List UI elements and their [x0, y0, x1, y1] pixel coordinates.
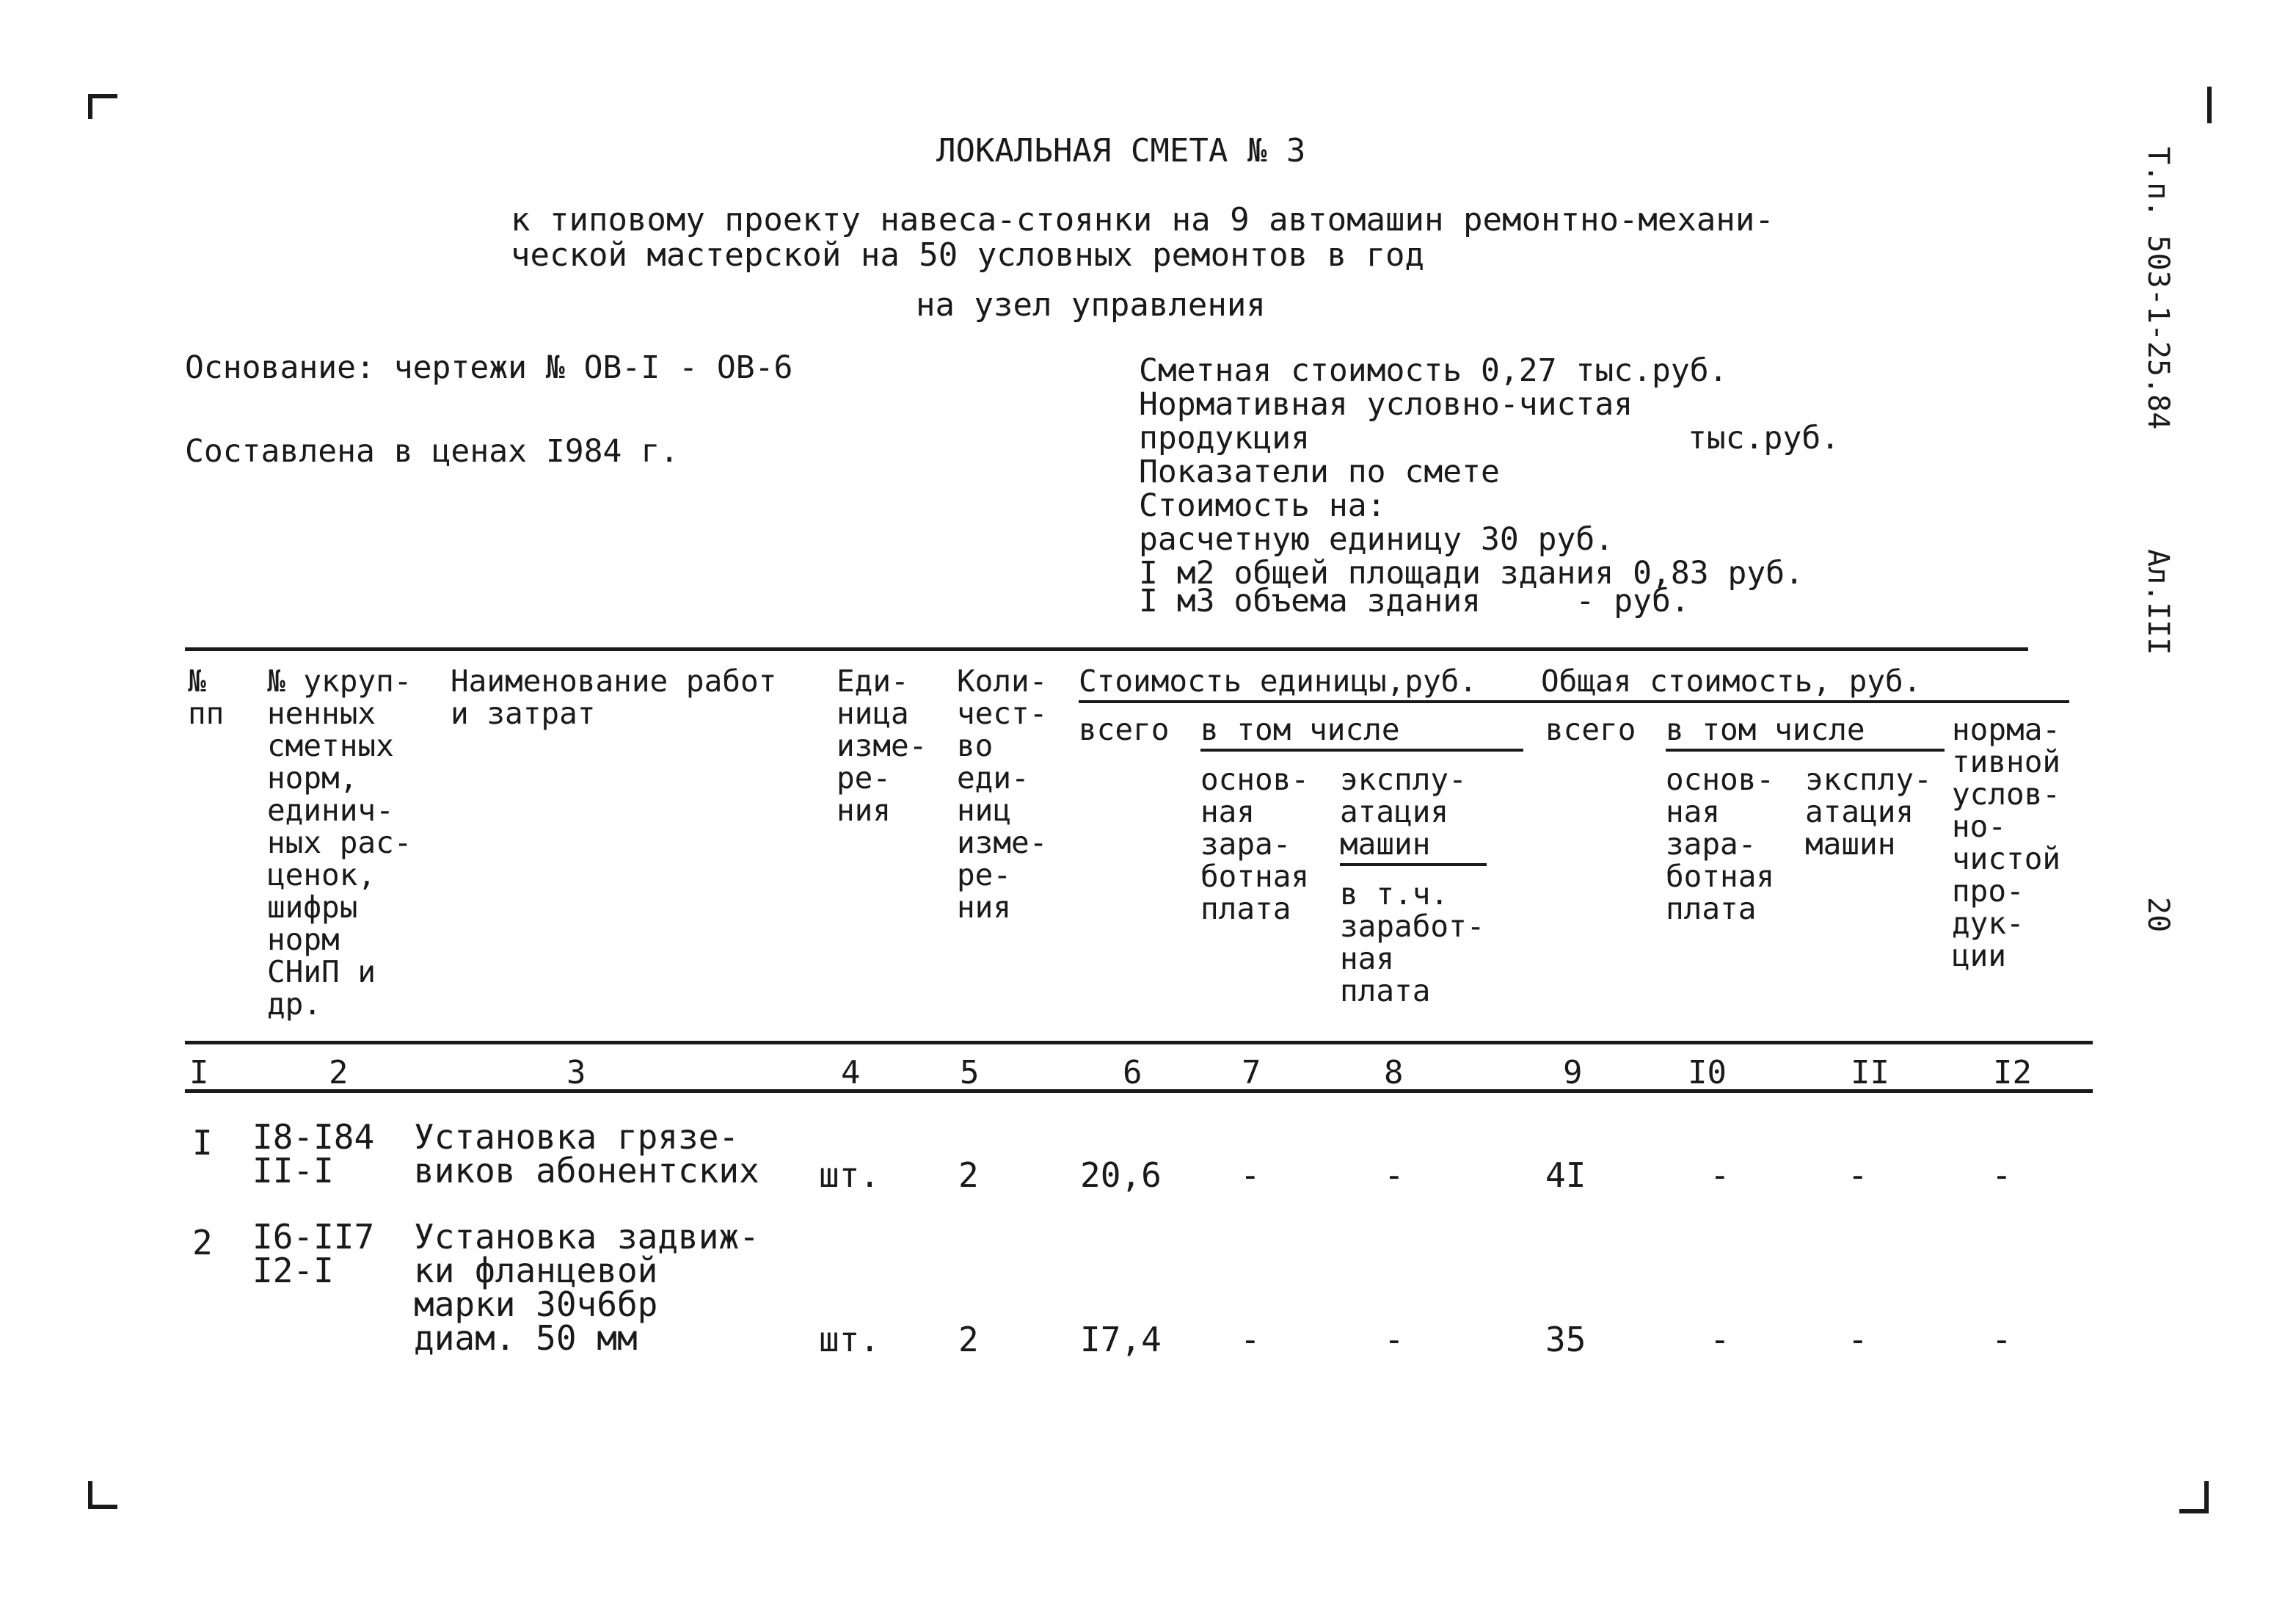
summary-per-m2: I м2 общей площади здания 0,83 руб.: [1139, 555, 1804, 592]
header-total-incl: в том числе: [1666, 712, 1865, 747]
row-2-normative: -: [1991, 1320, 2012, 1359]
subtitle-line-2: ческой мастерской на 50 условных ремонтов в год: [511, 236, 1425, 274]
header-normative: норма- тивной услов- но- чистой про- дук- ции: [1952, 712, 2061, 973]
summary-cost: Сметная стоимость 0,27 тыс.руб.: [1139, 352, 1728, 389]
table-header-bottom-rule: [185, 1041, 2093, 1044]
row-2-unit-wage: -: [1240, 1320, 1261, 1359]
row-2-unit: шт.: [819, 1320, 881, 1359]
row-1-number: I: [192, 1123, 213, 1163]
header-unit-total: всего: [1079, 712, 1170, 747]
col-number-12: I2: [1993, 1054, 2032, 1091]
header-unit-machine-wage: в т.ч. заработ- ная плата: [1340, 876, 1485, 1008]
col-number-6: 6: [1123, 1054, 1142, 1091]
header-total: всего: [1545, 712, 1636, 747]
col-number-2: 2: [329, 1054, 349, 1091]
basis-drawings: Основание: чертежи № ОВ-I - ОВ-6: [185, 349, 793, 386]
basis-prices: Составлена в ценах I984 г.: [185, 433, 679, 470]
col-number-7: 7: [1242, 1054, 1261, 1091]
margin-album: Ал.III: [2141, 549, 2175, 655]
summary-per-m3: I м3 объема здания - руб.: [1139, 583, 1690, 619]
header-work-name: Наименование работ и затрат: [451, 664, 777, 731]
header-quantity: Коли- чест- во еди- ниц изме- ре- ния: [957, 664, 1048, 925]
row-2-total-machine: -: [1848, 1320, 1868, 1359]
total-incl-underline: [1666, 749, 1945, 752]
table-top-rule: [185, 647, 2028, 651]
col-number-1: I: [189, 1054, 209, 1091]
row-2-name: Установка задвиж- ки фланцевой марки 30ч6бр диам. 50 мм: [414, 1217, 759, 1358]
summary-normative-2: продукция: [1139, 420, 1310, 457]
row-1-unit-wage: -: [1240, 1155, 1261, 1195]
row-2-unit-machine: -: [1384, 1320, 1404, 1359]
margin-project-code: Т.п. 503-1-25.84: [2141, 147, 2175, 430]
col-number-3: 3: [566, 1054, 586, 1091]
row-2-code: I6-II7 I2-I: [252, 1217, 375, 1290]
header-total-wage: основ- ная зара- ботная плата: [1666, 762, 1775, 926]
col-number-4: 4: [841, 1054, 861, 1091]
subtitle-line-3: на узел управления: [916, 286, 1266, 324]
summary-indicators: Показатели по смете: [1139, 454, 1500, 490]
unit-incl-underline: [1200, 749, 1523, 752]
row-1-total: 4I: [1545, 1155, 1586, 1195]
row-1-normative: -: [1991, 1155, 2012, 1195]
header-total-machine: эксплу- атация машин: [1805, 762, 1932, 862]
summary-normative-1: Нормативная условно-чистая: [1139, 386, 1633, 423]
summary-per-unit: расчетную единицу 30 руб.: [1139, 521, 1614, 558]
row-1-total-machine: -: [1848, 1155, 1868, 1195]
summary-normative-unit: тыс.руб.: [1688, 420, 1840, 457]
row-1-unit: шт.: [819, 1155, 881, 1195]
row-1-code: I8-I84 II-I: [252, 1117, 375, 1191]
col-number-11: II: [1851, 1054, 1889, 1091]
col-number-10: I0: [1688, 1054, 1727, 1091]
cost-group-underline: [1079, 700, 2069, 703]
corner-mark-top-right: [2207, 87, 2216, 123]
row-1-name: Установка грязе- виков абонентских: [414, 1117, 759, 1191]
row-2-unit-total: I7,4: [1080, 1320, 1162, 1359]
header-unit-wage: основ- ная зара- ботная плата: [1200, 762, 1310, 926]
row-2-number: 2: [192, 1223, 213, 1262]
row-2-qty: 2: [958, 1320, 979, 1359]
unit-machine-underline: [1340, 863, 1487, 866]
corner-mark-bottom-right: [2179, 1481, 2209, 1513]
header-unit-cost-group: Стоимость единицы,руб.: [1079, 664, 1478, 699]
row-1-unit-machine: -: [1384, 1155, 1404, 1195]
margin-page-number: 20: [2141, 897, 2175, 933]
col-number-5: 5: [960, 1054, 980, 1091]
corner-mark-top-left: [88, 94, 117, 119]
subtitle-line-1: к типовому проекту навеса-стоянки на 9 автомашин ремонтно-механи-: [511, 201, 1774, 239]
page-title: ЛОКАЛЬНАЯ СМЕТА № 3: [936, 132, 1306, 170]
header-row-number: № пп: [188, 664, 225, 731]
col-number-8: 8: [1384, 1054, 1404, 1091]
summary-cost-per: Стоимость на:: [1139, 487, 1386, 524]
header-unit-machine: эксплу- атация машин: [1340, 762, 1467, 862]
header-norm-code: № укруп- ненных сметных норм, единич- ных рас- ценок, шифры норм СНиП и др.: [267, 664, 412, 1022]
header-total-cost-group: Общая стоимость, руб.: [1541, 664, 1922, 699]
header-unit-incl: в том числе: [1200, 712, 1400, 747]
row-1-total-wage: -: [1710, 1155, 1730, 1195]
corner-mark-bottom-left: [88, 1481, 117, 1509]
row-2-total-wage: -: [1710, 1320, 1730, 1359]
row-2-total: 35: [1545, 1320, 1586, 1359]
header-unit: Еди- ница изме- ре- ния: [837, 664, 927, 828]
row-1-unit-total: 20,6: [1080, 1155, 1162, 1195]
row-1-qty: 2: [958, 1155, 979, 1195]
col-number-9: 9: [1563, 1054, 1583, 1091]
